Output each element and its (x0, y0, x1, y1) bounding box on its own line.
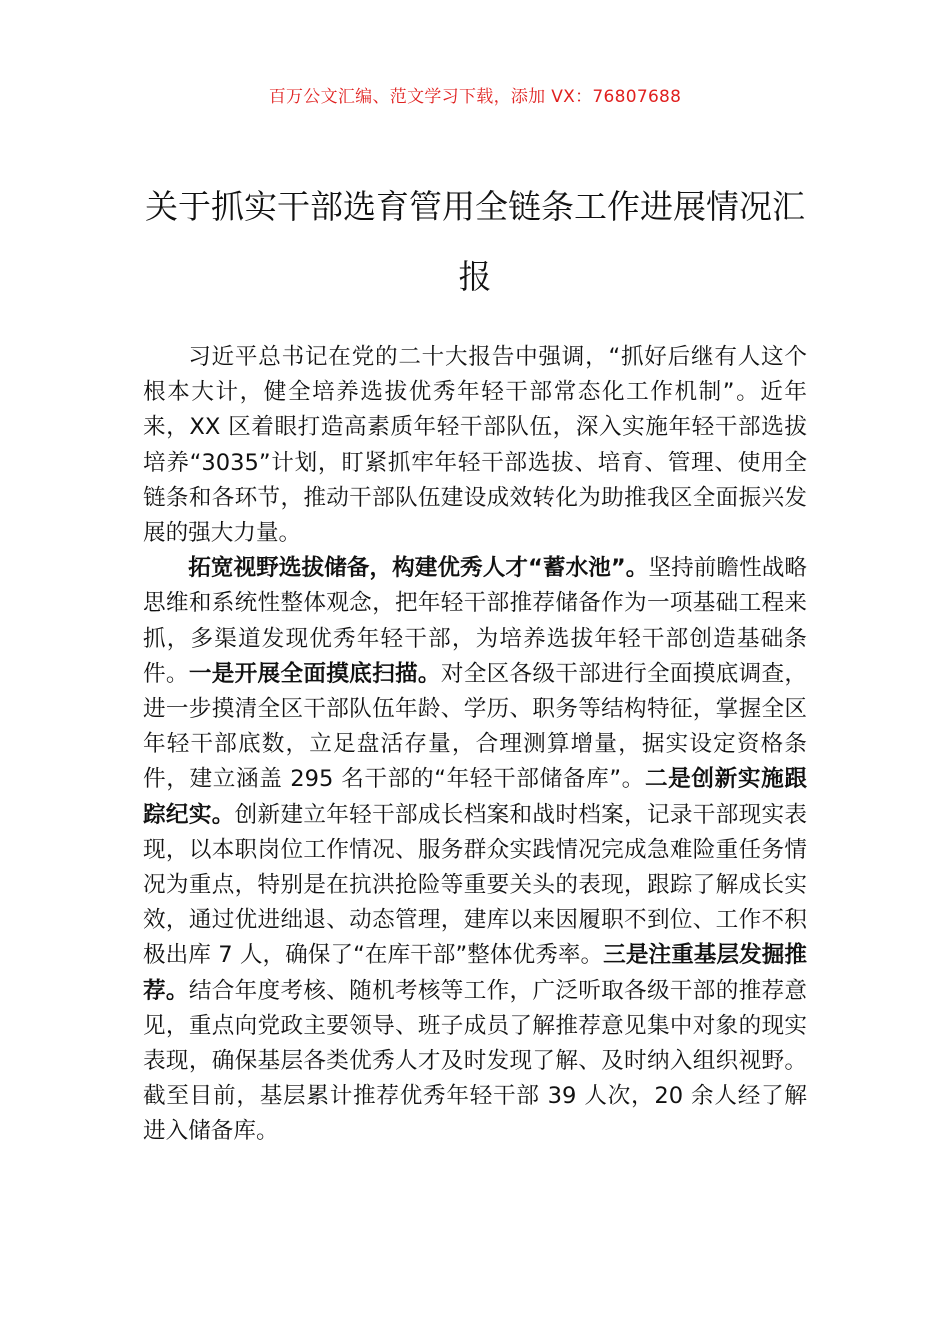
paragraph-intro-text: 习近平总书记在党的二十大报告中强调，“抓好后继有人这个根本大计，健全培养选拔优秀年轻干部常态化工作机制”。近年来，XX 区着眼打造高素质年轻干部队伍，深入实施年轻干部选拔培养“3035”计划，盯紧抓牢年轻干部选拔、培育、管理、使用全链条和各环节，推动干部队伍建设成效转化为助推我区全面振兴发展的强大力量。 (143, 344, 807, 547)
paragraph-section-1 (143, 551, 807, 1149)
document-title: 关于抓实干部选育管用全链条工作进展情况汇报 (145, 187, 805, 296)
point-3-heading: 三是注重基层发掘推荐。 (143, 942, 807, 1004)
section-1-intro: 坚持前瞻性战略思维和系统性整体观念，把年轻干部推荐储备作为一项基础工程来抓，多渠道发现优秀年轻干部，为培养选拔年轻干部创造基础条件。 (143, 555, 807, 687)
point-1-heading: 一是开展全面摸底扫描。 (188, 660, 441, 687)
document-body (143, 340, 807, 1150)
point-2-text: 创新建立年轻干部成长档案和战时档案，记录干部现实表现，以本职岗位工作情况、服务群众实践情况完成急难险重任务情况为重点，特别是在抗洪抢险等重要关头的表现，跟踪了解成长实效，通过优进绌退、动态管理，建库以来因履职不到位、工作不积极出库 7 人，确保了“在库干部”整体优秀率。 (143, 801, 808, 969)
header-note: 百万公文汇编、范文学习下载，添加 VX：76807688 (268, 87, 682, 107)
point-2-heading: 二是创新实施跟踪纪实。 (143, 766, 808, 828)
section-1-heading: 拓宽视野选拔储备，构建优秀人才“蓄水池”。 (188, 555, 649, 582)
point-1-text: 对全区各级干部进行全面摸底调查，进一步摸清全区干部队伍年龄、学历、职务等结构特征，掌握全区年轻干部底数，立足盘活存量，合理测算增量，据实设定资格条件，建立涵盖 295 名干部的“年轻干部储备库”。 (143, 660, 808, 793)
point-3-text: 结合年度考核、随机考核等工作，广泛听取各级干部的推荐意见，重点向党政主要领导、班子成员了解推荐意见集中对象的现实表现，确保基层各类优秀人才及时发现了解、及时纳入组织视野。截至目前，基层累计推荐优秀年轻干部 39 人次，20 余人经了解进入储备库。 (143, 977, 808, 1145)
paragraph-intro (143, 340, 807, 551)
